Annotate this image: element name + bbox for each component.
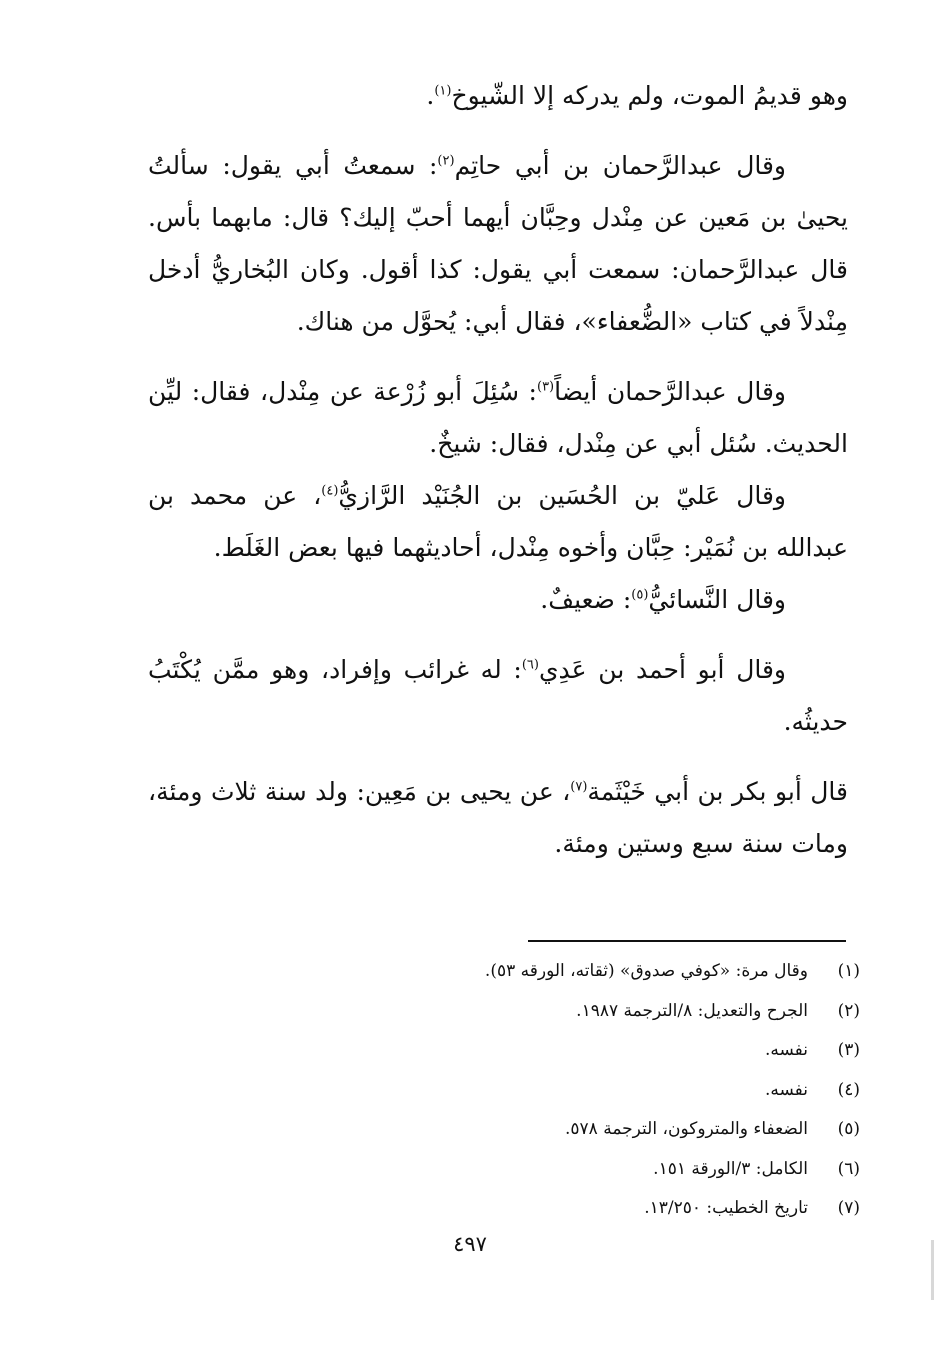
paragraph-4-body: ، عن محمد بن عبدالله بن نُمَيْر: حِبَّان وأخوه مِنْدل، أحاديثهما فيها بعض الغَلَط. [148,481,848,562]
page-number: ٤٩٧ [453,1232,487,1256]
footnote-3 [380,1031,860,1071]
paragraph-6 [148,644,848,748]
footnote-1 [380,952,860,992]
footnote-ref-6: (٦) [521,657,539,673]
footnote-text: نفسه. [764,1040,808,1060]
paragraph-2-lead: وقال عبدالرَّحمان بن أبي حاتِم [454,151,786,180]
footnote-number: (١) [837,961,860,981]
paragraph-7 [148,766,848,870]
footnote-ref-5: (٥) [631,587,649,603]
footnote-ref-2: (٢) [437,153,455,169]
footnote-ref-4: (٤) [321,483,339,499]
paragraph-5-lead: وقال النَّسائيُّ [648,585,786,614]
paragraph-5 [148,574,848,626]
footnote-6 [380,1150,860,1190]
footnote-4 [380,1071,860,1111]
paragraph-1-text: وهو قديمُ الموت، ولم يدركه إلا الشّيوخ [451,81,848,110]
paragraph-6-body: : له غرائب وإفراد، وهو ممَّن يُكْتَبُ حديثُه. [148,655,848,736]
paragraph-1 [148,70,848,122]
footnote-ref-3: (٣) [536,379,555,395]
footnote-text: وقال مرة: «كوفي صدوق» (ثقاته، الورقه ٥٣). [484,961,808,981]
footnote-text: الضعفاء والمتروكون، الترجمة ٥٧٨. [564,1119,808,1139]
footnote-number: (٣) [837,1040,860,1060]
footnote-7 [380,1189,860,1229]
footnote-5 [380,1110,860,1150]
paragraph-5-body: : ضعيفٌ. [540,585,632,614]
footnote-separator [528,940,846,942]
paragraph-7-lead: قال أبو بكر بن أبي خَيْثَمة [587,777,848,806]
footnote-text: الجرح والتعديل: ٨/الترجمة ١٩٨٧. [576,1000,808,1021]
footnote-number: (٤) [837,1079,860,1100]
footnote-ref-7: (٧) [570,779,588,795]
paragraph-3-lead: وقال عبدالرَّحمان أيضاً [554,377,786,406]
footnotes [380,952,860,1229]
scan-edge-shadow [931,1240,934,1300]
paragraph-3 [148,366,848,470]
footnote-number: (٧) [837,1198,860,1218]
footnote-number: (٦) [837,1158,860,1179]
paragraph-4-lead: وقال عَليّ بن الحُسَين بن الجُنَيْد الرَّازيُّ [338,481,786,510]
main-text [148,70,848,870]
paragraph-7-body: ، عن يحيى بن مَعِين: ولد سنة ثلاث ومئة، ومات سنة سبع وستين ومئة. [148,777,848,858]
paragraph-4 [148,470,848,574]
paragraph-3-body: : سُئِلَ أبو زُرْعة عن مِنْدل، فقال: ليِّن الحديث. سُئل أبي عن مِنْدل، فقال: شيخٌ. [148,377,848,458]
paragraph-1-end: . [426,81,435,110]
footnote-text: نفسه. [764,1079,808,1100]
paragraph-2-body: : سمعتُ أبي يقول: سألتُ يحيىٰ بن مَعين عن مِنْدل وحِبَّان أيهما أحبّ إليك؟ قال: مابهما بأس. قال عبدالرَّحمان: سمعت أبي يقول: كذا أقول. وكان البُخاريُّ أدخل مِنْدلاً في كتاب «الضُّعفاء»، فقال أبي: يُحوَّل من هناك. [148,151,848,336]
footnote-text: تاريخ الخطيب: ١٣/٢٥٠. [644,1198,808,1218]
paragraph-2 [148,140,848,348]
footnote-ref-1: (١) [434,83,452,99]
paragraph-6-lead: وقال أبو أحمد بن عَدِي [538,655,786,684]
footnote-2 [380,992,860,1032]
footnote-number: (٥) [837,1119,860,1139]
footnote-text: الكامل: ٣/الورقة ١٥١. [653,1158,808,1179]
footnote-number: (٢) [837,1000,860,1021]
